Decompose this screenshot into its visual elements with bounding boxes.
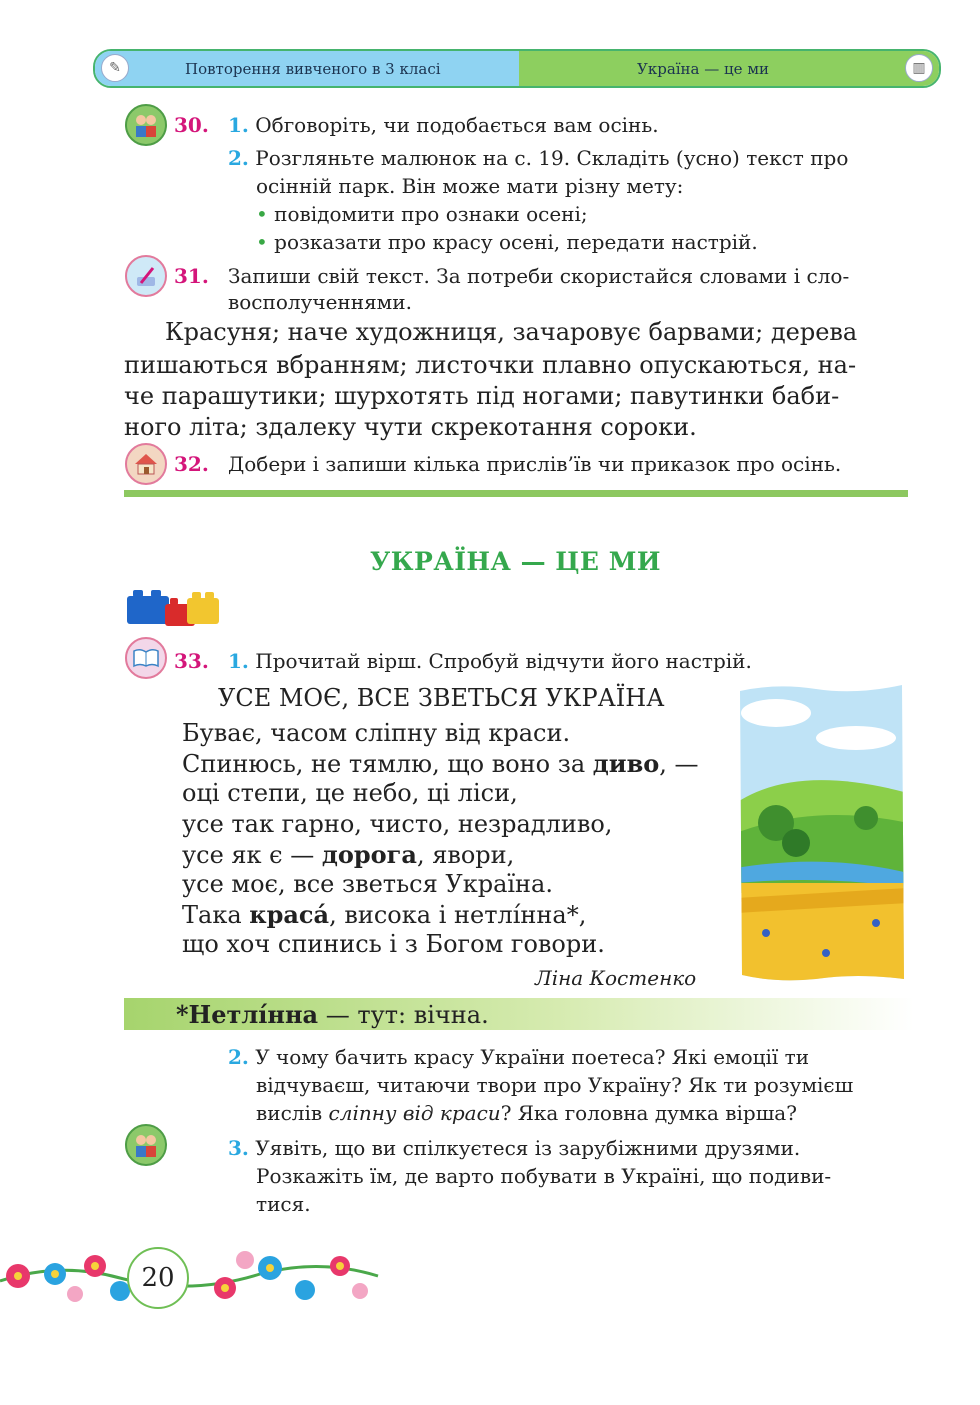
poem-text: , явори, — [416, 841, 515, 869]
poem-line-7 — [182, 899, 586, 931]
header-right-band — [519, 51, 939, 86]
house-icon — [125, 443, 167, 485]
pair-work-icon — [125, 104, 167, 146]
header-left-band — [95, 51, 519, 86]
poem-line-3: оці степи, це небо, ці ліси, — [182, 779, 518, 807]
ex33-item1 — [228, 647, 752, 675]
poem-author: Ліна Костенко — [535, 966, 697, 990]
ex33-item3-line1 — [228, 1134, 800, 1162]
ex30-item2-num: 2. — [228, 146, 249, 170]
ex33-item1-num: 1. — [228, 649, 249, 673]
ex31-words-line1: Красуня; наче художниця, зачаровує барвами; дерева — [165, 318, 858, 346]
exercise-31-number: 31. — [174, 264, 209, 288]
ex33-item2-text: У чому бачить красу України поетеса? Які емоції ти — [255, 1045, 810, 1069]
section-divider — [124, 490, 908, 497]
section-title: УКРАЇНА — ЦЕ МИ — [370, 547, 661, 576]
ex33-item2-italic: сліпну від краси — [328, 1101, 501, 1125]
ex30-item1-num: 1. — [228, 113, 249, 137]
ex33-item2-text: вислів — [256, 1101, 329, 1125]
bullet-text: повідомити про ознаки осені; — [274, 202, 588, 226]
ex30-item1-text: Обговоріть, чи подобається вам осінь. — [255, 113, 659, 137]
ex31-words-line4: ного літа; здалеку чути скрекотання сороки. — [124, 413, 697, 441]
poem-text: усе як є — — [182, 841, 322, 869]
exercise-30-number: 30. — [174, 113, 209, 137]
poem-bold-word: дорога — [321, 840, 417, 869]
ex33-item3-num: 3. — [228, 1136, 249, 1160]
poem-text: Спинюсь, не тямлю, що воно за — [182, 750, 593, 778]
ex33-item2-num: 2. — [228, 1045, 249, 1069]
ex33-item3-line3: тися. — [256, 1192, 311, 1216]
blocks-icon — [125, 582, 223, 634]
footnote — [176, 999, 489, 1031]
ex31-line2: восполученнями. — [228, 290, 412, 314]
ex31-words-line3: че парашутики; шурхотять під ногами; павутинки баби- — [124, 382, 840, 410]
flower-border — [0, 1236, 380, 1316]
bullet-text: розказати про красу осені, передати настрій. — [274, 230, 758, 254]
running-header — [93, 49, 941, 88]
ex33-item2-line1 — [228, 1043, 809, 1071]
open-book-icon — [125, 637, 167, 679]
header-right-title: Україна — це ми — [637, 60, 769, 78]
book-icon: ▥ — [905, 54, 933, 82]
ex31-line1: Запиши свій текст. За потреби скористайся словами і сло- — [228, 264, 850, 288]
ex32-text: Добери і запиши кілька прислів’їв чи приказок про осінь. — [228, 452, 842, 476]
exercise-33-number: 33. — [174, 649, 209, 673]
ex33-item3-text: Уявіть, що ви спілкуєтеся із зарубіжними друзями. — [255, 1136, 801, 1160]
ex33-item1-text: Прочитай вірш. Спробуй відчути його настрій. — [255, 649, 752, 673]
ex31-words-line2: пишаються вбранням; листочки плавно опускаються, на- — [124, 351, 857, 379]
landscape-illustration — [736, 683, 908, 983]
poem-line-5 — [182, 839, 514, 871]
ex33-item2-text: ? Яка головна думка вірша? — [500, 1101, 797, 1125]
poem-bold-word: краса́ — [249, 900, 330, 929]
poem-line-1: Буває, часом сліпну від краси. — [182, 719, 571, 747]
pen-icon: ✎ — [101, 54, 129, 82]
poem-text: , висока і нетлі́нна*, — [329, 901, 587, 929]
poem-line-2 — [182, 748, 699, 780]
footnote-definition: — тут: вічна. — [318, 1001, 489, 1029]
ex33-item3-line2: Розкажіть їм, де варто побувати в Україні, що подиви- — [256, 1164, 832, 1188]
ex30-item1 — [228, 111, 659, 139]
poem-line-4: усе так гарно, чисто, незрадливо, — [182, 810, 613, 838]
ex30-item2 — [228, 144, 848, 172]
exercise-32-number: 32. — [174, 452, 209, 476]
poem-title: УСЕ МОЄ, ВСЕ ЗВЕТЬСЯ УКРАЇНА — [218, 684, 665, 712]
poem-bold-word: диво — [592, 749, 660, 778]
ex30-bullet-2: • розказати про красу осені, передати настрій. — [256, 230, 758, 254]
page-number: 20 — [127, 1247, 189, 1309]
ex30-item2-line1: Розгляньте малюнок на с. 19. Складіть (усно) текст про — [255, 146, 849, 170]
poem-line-8: що хоч спинись і з Богом говори. — [182, 930, 605, 958]
ex30-item2-line2: осінній парк. Він може мати різну мету: — [256, 174, 684, 198]
poem-text: Така — [182, 901, 250, 929]
ex33-item2-line3 — [256, 1099, 797, 1127]
poem-text: , — — [659, 750, 699, 778]
pair-work-icon — [125, 1124, 167, 1166]
ex30-bullet-1: • повідомити про ознаки осені; — [256, 202, 588, 226]
writing-hand-icon — [125, 255, 167, 297]
header-left-title: Повторення вивченого в 3 класі — [185, 60, 441, 78]
ex33-item2-line2: відчуваєш, читаючи твори про Україну? Як ти розумієш — [256, 1073, 854, 1097]
footnote-term: *Нетлі́нна — [176, 1000, 319, 1029]
poem-line-6: усе моє, все зветься Україна. — [182, 870, 553, 898]
